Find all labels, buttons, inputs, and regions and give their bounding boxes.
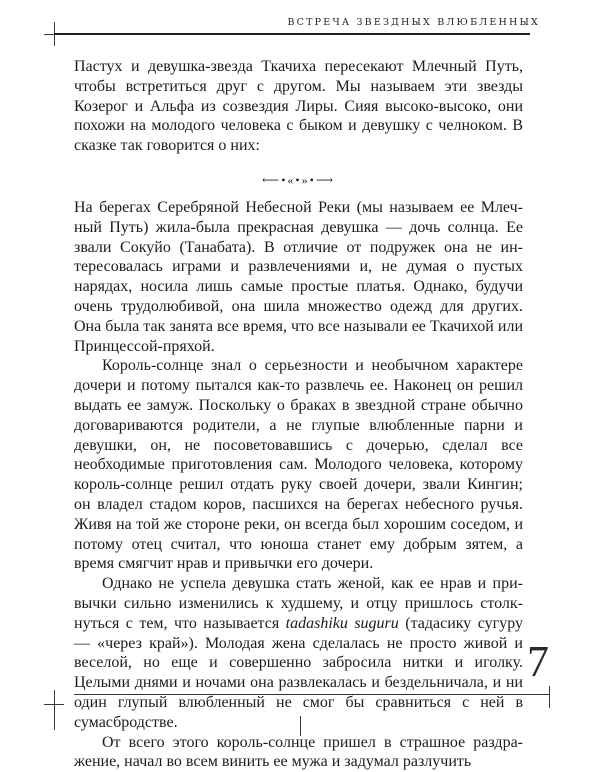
running-head: ВСТРЕЧА ЗВЕЗДНЫХ ВЛЮБЛЕННЫХ bbox=[287, 17, 540, 28]
header-rule bbox=[54, 33, 530, 35]
story-paragraph-1: На берегах Серебряной Небесной Реки (мы называем ее Млечный Путь) жила-была прекрасная девушка — дочь солнца. Ее звали Сокуйо (Танабата). В отличие от подружек она не интересовалась играми и развлечениями и, не думая о пустых нарядах, носила лишь самые простые платья. Однако, будучи очень трудолюбивой, она шила множество одежд для других. Она была так занята все время, что все называли ее Ткачихой или Принцессой-пряхой. bbox=[74, 198, 523, 356]
story-paragraph-3 bbox=[74, 574, 523, 732]
crop-mark-bottom-left-horizontal bbox=[44, 704, 64, 705]
story-paragraph-3-start: Однако не успела девушка стать женой, как ее нрав и привычки сильно изменились к худшему, и отцу пришлось столкнуться с тем, что называется bbox=[74, 575, 523, 632]
crop-mark-bottom-left-vertical bbox=[54, 690, 55, 730]
page-text bbox=[74, 57, 523, 772]
page-number: 7 bbox=[527, 640, 549, 684]
story-paragraph-3-end: (тадасику сугуру — «через край»). Молодая жена сделалась не просто живой и веселой, но еще и совершенно забросила нитки и иголку. Целыми днями и ночами она развлекалась и бездельничала, и ни один глупый влюбленный не смог бы сравниться с ней в сумасбродстве. bbox=[74, 615, 523, 731]
story-paragraph-3-italic-term: tadashiku suguru bbox=[286, 615, 399, 632]
crop-mark-bottom-right-vertical bbox=[549, 686, 550, 708]
story-paragraph-2: Король-солнце знал о серьезности и необычном характере дочери и потому пытался как-то развлечь ее. Наконец он решил выдать ее замуж. Поскольку о браках в звездной стране обычно договариваются родители, а не глупые влюбленные парни и девушки, он, не посоветовавшись с дочерью, сделал все необходимые приготовления сам. Молодого человека, которому король-солнце решил отдать руку своей дочери, звали Кингин; он владел стадом коров, пасшихся на берегах небесного ручья. Живя на той же стороне реки, он всегда был хорошим соседом, и потому отец считал, что юноша станет ему добрым зятем, а время смягчит нрав и привычки его дочери. bbox=[74, 356, 523, 574]
section-ornament: ⟵•«•»•⟶ bbox=[74, 172, 523, 188]
story-paragraph-4: От всего этого король-солнце пришел в страшное раздражение, начал во всем винить ее мужа и задумал разлучить bbox=[74, 733, 523, 772]
intro-paragraph: Пастух и девушка-звезда Ткачиха пересекают Млечный Путь, чтобы встретиться друг с другом. Мы называем эти звезды Козерог и Альфа из созвездия Лиры. Сияя высоко-высоко, они похожи на молодого человека с быком и девушку с челноком. В сказке так говорится о них: bbox=[74, 57, 523, 156]
footer-rule bbox=[74, 694, 550, 695]
